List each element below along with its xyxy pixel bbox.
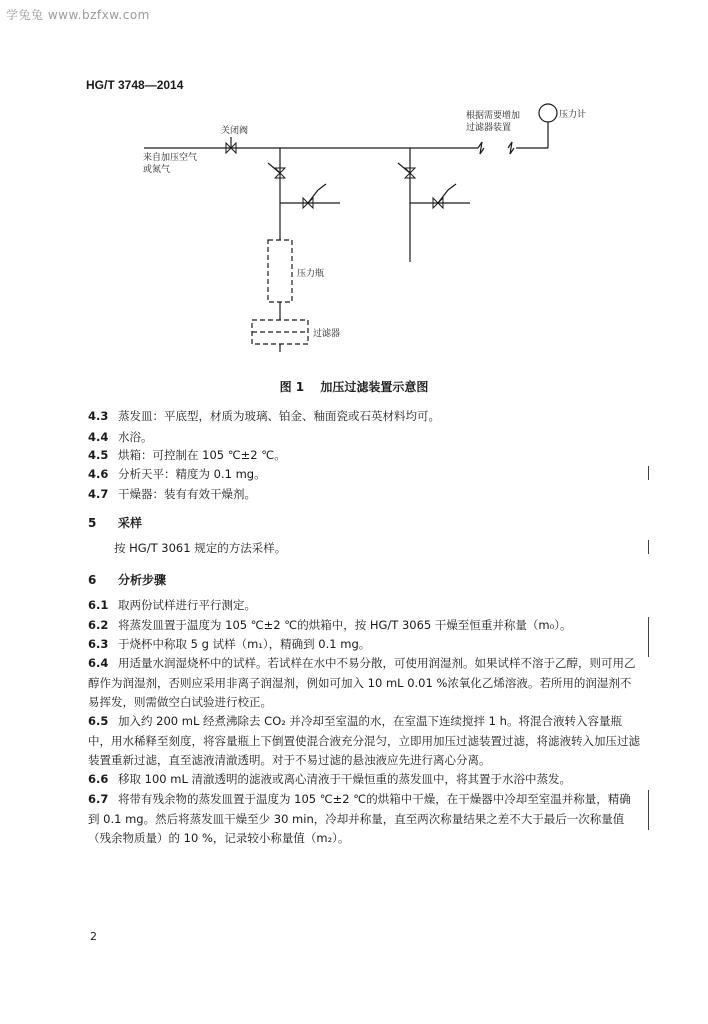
item-number: 4.4 — [88, 430, 109, 444]
label-gauge: 压力计 — [559, 110, 587, 120]
step-text: 于烧杯中称取 5 g 试样（m₁），精确到 0.1 mg。 — [118, 637, 371, 651]
step-6-5 — [88, 712, 640, 771]
item-number: 4.7 — [88, 487, 109, 501]
figure-caption — [0, 378, 708, 395]
item-text: 干燥器：装有有效干燥剂。 — [118, 487, 256, 501]
step-number: 6.3 — [88, 637, 109, 651]
watermark: 学兔兔 www.bzfxw.com — [6, 8, 150, 22]
label-source-2: 或氮气 — [143, 165, 171, 175]
step-6-6 — [88, 771, 648, 787]
step-number: 6.7 — [88, 792, 109, 806]
item-number: 4.5 — [88, 448, 109, 462]
step-text: 将蒸发皿置于温度为 105 ℃±2 ℃的烘箱中，按 HG/T 3065 干燥至恒重并称量（m₀）。 — [118, 618, 572, 632]
section-title: 采样 — [118, 516, 143, 530]
item-number: 4.3 — [88, 409, 109, 423]
item-4-3 — [88, 408, 648, 424]
pressure-filtration-diagram — [0, 0, 708, 372]
label-note-1: 根据需要增加 — [466, 111, 521, 121]
caption-number: 图 1 — [279, 380, 305, 394]
pressure-gauge-icon — [539, 104, 557, 122]
item-text: 烘箱：可控制在 105 ℃±2 ℃。 — [118, 448, 286, 462]
step-text: 将带有残余物的蒸发皿置于温度为 105 ℃±2 ℃的烘箱中干燥，在干燥器中冷却至室温并称量，精确到 0.1 mg。然后将蒸发皿干燥至少 30 min，冷却并称量，直至两次称量结果之差不大于最后一次称量值（残余物质量）的 10 %，记录较小称量值（m₂）。 — [88, 792, 631, 845]
change-bar — [648, 466, 649, 480]
break-mark-left — [478, 142, 484, 154]
step-6-4 — [88, 654, 640, 713]
change-bar — [648, 617, 649, 657]
step-text: 取两份试样进行平行测定。 — [118, 598, 256, 612]
break-mark-right — [508, 142, 514, 154]
item-number: 4.6 — [88, 467, 109, 481]
document-code: HG/T 3748—2014 — [86, 78, 184, 92]
step-number: 6.5 — [88, 714, 109, 728]
item-text: 蒸发皿：平底型，材质为玻璃、铂金、釉面瓷或石英材料均可。 — [118, 409, 440, 423]
section-5-heading — [88, 514, 142, 531]
step-number: 6.2 — [88, 618, 109, 632]
step-6-1 — [88, 597, 648, 613]
step-text: 用适量水润湿烧杯中的试样。若试样在水中不易分散，可使用润湿剂。如果试样不溶于乙醇，则可用乙醇作为润湿剂，否则应采用非离子润湿剂，例如可加入 10 mL 0.01 %浓氧化乙烯溶液。若所用的润湿剂不易挥发，则需做空白试验进行校正。 — [88, 656, 636, 709]
step-6-3 — [88, 636, 648, 652]
step-number: 6.1 — [88, 598, 109, 612]
step-6-2 — [88, 617, 648, 633]
label-filter: 过滤器 — [313, 329, 341, 339]
step-text: 移取 100 mL 清澈透明的滤液或离心清液于干燥恒重的蒸发皿中，将其置于水浴中蒸发。 — [118, 772, 572, 786]
label-vessel: 压力瓶 — [297, 269, 325, 279]
item-4-5 — [88, 447, 648, 463]
section-5-text: 按 HG/T 3061 规定的方法采样。 — [114, 541, 287, 555]
label-source-1: 来自加压空气 — [143, 153, 198, 163]
label-note-2: 过滤器装置 — [466, 123, 512, 133]
step-number: 6.6 — [88, 772, 109, 786]
item-text: 水浴。 — [118, 430, 153, 444]
caption-text: 加压过滤装置示意图 — [320, 380, 429, 394]
step-6-7 — [88, 790, 640, 849]
step-text: 加入约 200 mL 经煮沸除去 CO₂ 并冷却至室温的水，在室温下连续搅拌 1 h。将混合液转入容量瓶中，用水稀释至刻度，将容量瓶上下倒置使混合液充分混匀，立即用加压过滤装置过滤，将滤液转入加压过滤装置重新过滤，直至滤液清澈透明。对于不易过滤的悬浊液应先进行离心分离。 — [88, 714, 640, 767]
change-bar — [648, 540, 649, 554]
change-bar — [648, 790, 649, 830]
pressure-vessel — [268, 240, 292, 302]
label-valve: 关闭阀 — [221, 126, 249, 136]
section-6-heading — [88, 571, 166, 588]
section-number: 5 — [88, 516, 97, 530]
step-number: 6.4 — [88, 656, 109, 670]
page-number: 2 — [90, 930, 97, 943]
section-number: 6 — [88, 573, 97, 587]
item-text: 分析天平：精度为 0.1 mg。 — [118, 467, 266, 481]
section-title: 分析步骤 — [118, 573, 167, 587]
item-4-4 — [88, 429, 648, 445]
item-4-7 — [88, 486, 648, 502]
item-4-6 — [88, 466, 648, 482]
